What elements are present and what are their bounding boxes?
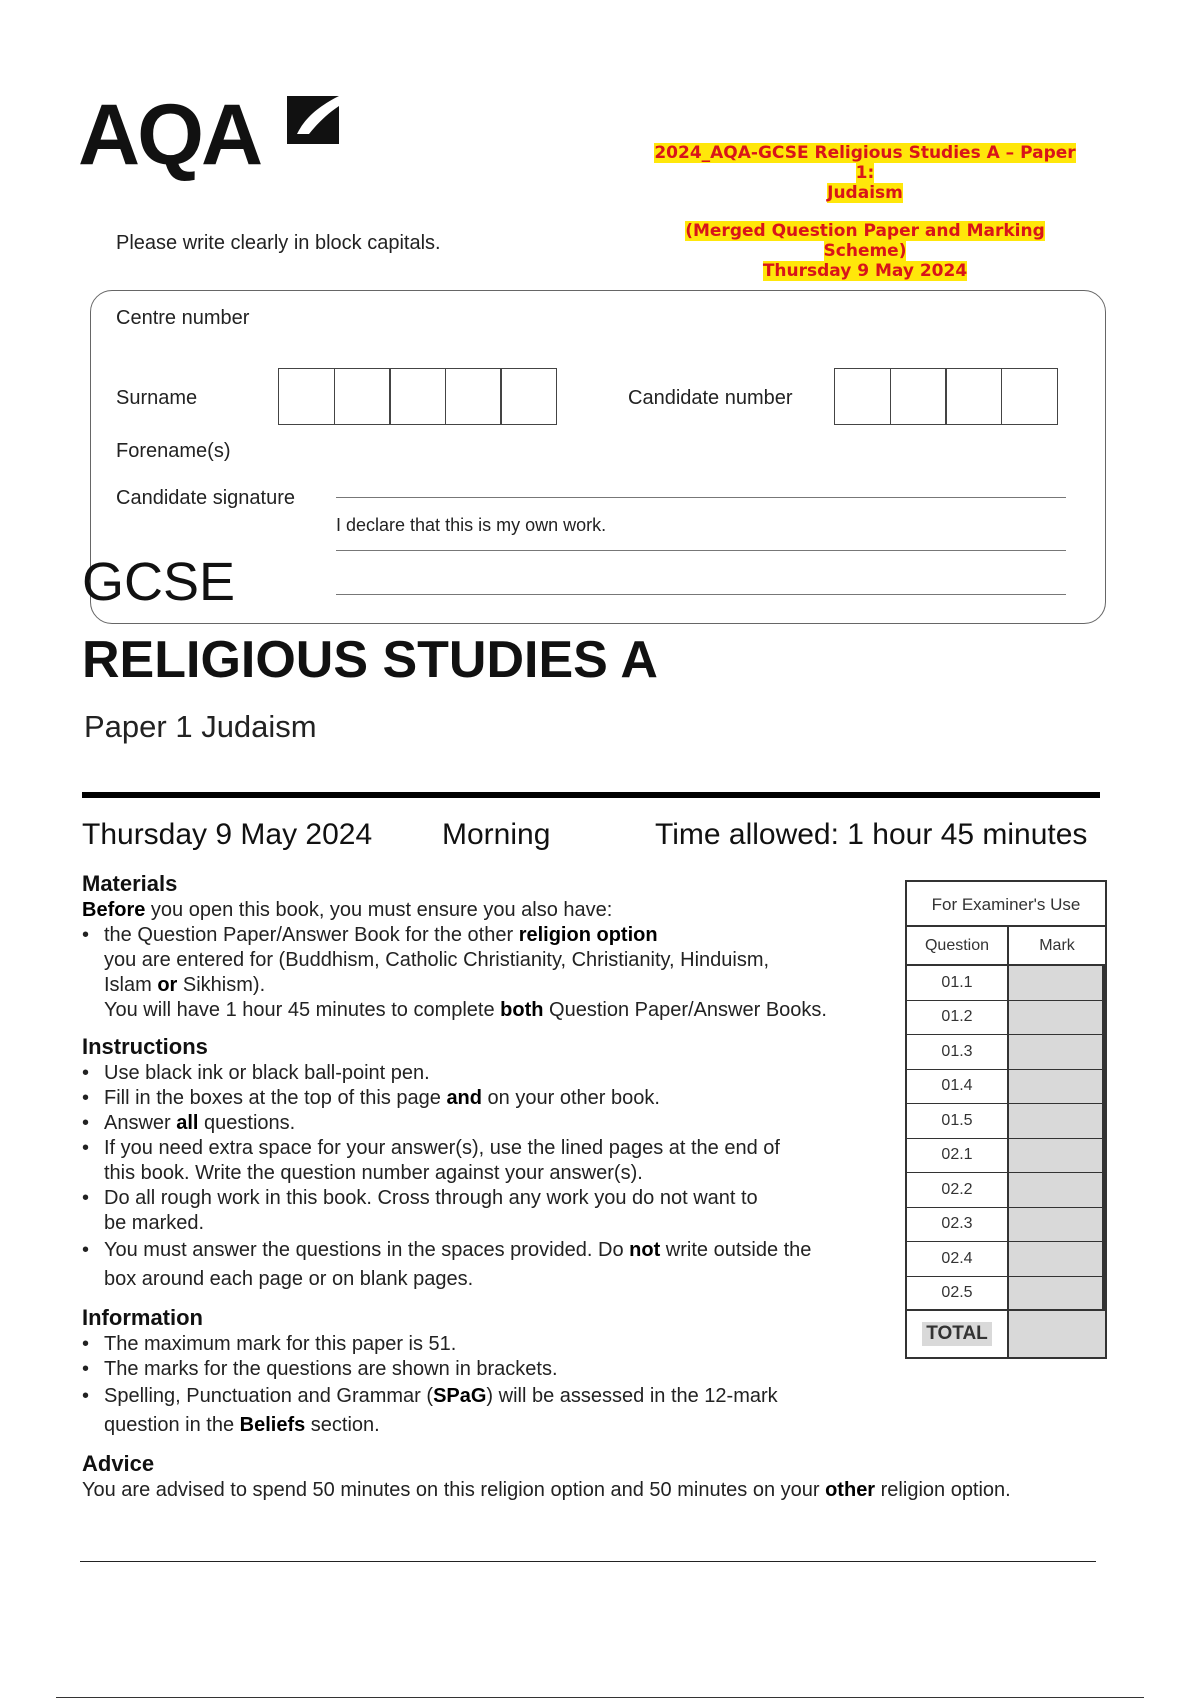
- advice-text: You are advised to spend 50 minutes on this religion option and 50 minutes on your other religion option.: [82, 1479, 1011, 1501]
- centre-number-digit[interactable]: [278, 368, 335, 425]
- note-sub-line2: Thursday 9 May 2024: [762, 261, 968, 281]
- table-row: [907, 1001, 1105, 1036]
- information-item: • The maximum mark for this paper is 51.: [82, 1332, 882, 1357]
- question-number: 02.5: [907, 1277, 1009, 1310]
- bottom-divider: [80, 1561, 1096, 1562]
- surname-label: Surname: [116, 387, 198, 409]
- mark-cell: [1009, 1242, 1105, 1276]
- candidate-details-box: [90, 290, 1106, 624]
- question-number: 02.4: [907, 1242, 1009, 1276]
- instruction-item: • Fill in the boxes at the top of this page and on your other book.: [82, 1086, 882, 1111]
- page-edge-rule: [56, 1697, 1144, 1698]
- exam-session: Morning: [442, 818, 551, 851]
- table-row: [907, 1139, 1105, 1174]
- mark-cell: [1009, 966, 1105, 1000]
- instruction-item: • You must answer the questions in the spaces provided. Do not write outside the box around each page or on blank pages.: [82, 1236, 882, 1294]
- question-number: 02.2: [907, 1173, 1009, 1207]
- subject-title: RELIGIOUS STUDIES A: [82, 631, 658, 689]
- information-item: • The marks for the questions are shown in brackets.: [82, 1357, 882, 1382]
- block-capitals-instruction: Please write clearly in block capitals.: [116, 232, 441, 254]
- mark-cell: [1009, 1035, 1105, 1069]
- candidate-number-label: Candidate number: [628, 387, 793, 409]
- forename-line[interactable]: [336, 550, 1066, 551]
- candidate-number-digit[interactable]: [890, 368, 947, 425]
- centre-number-digit[interactable]: [334, 368, 391, 425]
- total-label: TOTAL: [907, 1311, 1009, 1357]
- table-row: [907, 1104, 1105, 1139]
- centre-number-boxes[interactable]: [278, 368, 557, 425]
- total-row: [907, 1311, 1105, 1357]
- header-note: [645, 143, 1085, 281]
- question-number: 01.1: [907, 966, 1009, 1000]
- logo-text: AQA: [78, 87, 261, 183]
- signature-label: Candidate signature: [116, 487, 296, 509]
- title-divider: [82, 792, 1100, 798]
- table-row: [907, 1242, 1105, 1277]
- table-row: [907, 1173, 1105, 1208]
- note-title-line2: Judaism: [827, 183, 903, 203]
- mark-cell: [1009, 1208, 1105, 1242]
- centre-number-label: Centre number: [116, 307, 250, 329]
- surname-line[interactable]: [336, 594, 1066, 595]
- table-row: [907, 1035, 1105, 1070]
- instruction-item: • Do all rough work in this book. Cross through any work you do not want to be marked.: [82, 1186, 882, 1236]
- materials-item: • the Question Paper/Answer Book for the other religion option you are entered for (Buddhism, Catholic Christianity, Christianity, Hinduism, Islam or Sikhism). You will have 1 hour 45 minutes to complete both Question Paper/Answer Books.: [82, 923, 882, 1023]
- instructions-heading: Instructions: [82, 1034, 208, 1059]
- centre-number-digit[interactable]: [389, 368, 446, 425]
- mark-cell: [1009, 1070, 1105, 1104]
- note-sub-line1: (Merged Question Paper and Marking Scheme): [685, 221, 1045, 261]
- instruction-item: • Use black ink or black ball-point pen.: [82, 1061, 882, 1086]
- aqa-logo: [78, 88, 348, 188]
- candidate-number-digit[interactable]: [945, 368, 1002, 425]
- mark-cell: [1009, 1173, 1105, 1207]
- question-column-header: Question: [907, 927, 1009, 964]
- candidate-number-digit[interactable]: [834, 368, 891, 425]
- mark-cell: [1009, 1001, 1105, 1035]
- question-number: 01.4: [907, 1070, 1009, 1104]
- question-number: 01.5: [907, 1104, 1009, 1138]
- forename-label: Forename(s): [116, 440, 231, 462]
- mark-cell: [1009, 1277, 1105, 1310]
- question-number: 02.1: [907, 1139, 1009, 1173]
- signature-line[interactable]: [336, 497, 1066, 498]
- candidate-number-digit[interactable]: [1001, 368, 1058, 425]
- table-row: [907, 1277, 1105, 1312]
- examiner-table-title: For Examiner's Use: [907, 882, 1105, 927]
- instruction-item: • If you need extra space for your answer(s), use the lined pages at the end of this book. Write the question number against your answer(s).: [82, 1136, 882, 1186]
- candidate-number-boxes[interactable]: [834, 368, 1058, 425]
- centre-number-digit[interactable]: [445, 368, 502, 425]
- total-mark-cell: [1009, 1311, 1105, 1357]
- time-allowed: Time allowed: 1 hour 45 minutes: [655, 818, 1088, 851]
- table-row: [907, 1208, 1105, 1243]
- exam-date: Thursday 9 May 2024: [82, 818, 373, 851]
- materials-heading: Materials: [82, 871, 178, 896]
- question-number: 01.3: [907, 1035, 1009, 1069]
- question-number: 01.2: [907, 1001, 1009, 1035]
- instruction-item: • Answer all questions.: [82, 1111, 882, 1136]
- advice-heading: Advice: [82, 1451, 155, 1476]
- qualification-title: GCSE: [82, 552, 236, 612]
- examiner-use-table: [905, 880, 1107, 1359]
- question-number: 02.3: [907, 1208, 1009, 1242]
- table-row: [907, 966, 1105, 1001]
- examiner-table-header: [907, 927, 1105, 966]
- information-item: • Spelling, Punctuation and Grammar (SPaG) will be assessed in the 12-mark question in the Beliefs section.: [82, 1382, 882, 1440]
- mark-cell: [1009, 1104, 1105, 1138]
- centre-number-digit[interactable]: [500, 368, 557, 425]
- declaration-text: I declare that this is my own work.: [336, 515, 607, 535]
- information-heading: Information: [82, 1305, 203, 1330]
- mark-column-header: Mark: [1009, 927, 1105, 964]
- mark-cell: [1009, 1139, 1105, 1173]
- table-row: [907, 1070, 1105, 1105]
- paper-title: Paper 1 Judaism: [84, 709, 317, 744]
- aqa-logo-mark-icon: [283, 88, 343, 148]
- materials-intro: Before you open this book, you must ensure you also have:: [82, 899, 613, 921]
- note-title-line1: 2024_AQA-GCSE Religious Studies A – Paper 1:: [654, 143, 1076, 183]
